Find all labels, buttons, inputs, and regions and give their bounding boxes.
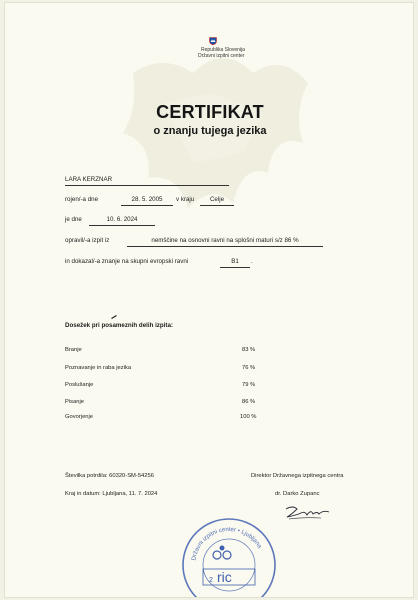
result-value: 86 % xyxy=(242,399,256,405)
place-and-date: Kraj in datum: Ljubljana, 11. 7. 2024 xyxy=(65,491,158,497)
certificate-subtitle: o znanju tujega jezika xyxy=(153,125,267,137)
result-value: 79 % xyxy=(242,382,256,388)
cefr-level: B1 xyxy=(231,258,239,265)
result-value: 100 % xyxy=(240,414,257,420)
stamp-logo-text: ric xyxy=(217,569,232,585)
result-name: Pisanje xyxy=(65,399,85,405)
pen-mark xyxy=(111,315,117,319)
svg-text:Državni izpitni center • Ljubl xyxy=(191,527,262,561)
certificate-number: Številka potrdila: 60320-SM-54256 xyxy=(65,473,154,479)
level-prefix: in dokazal/-a znanje na skupni evropski ravni xyxy=(65,258,189,265)
born-place: Celje xyxy=(209,196,225,203)
stamp-logo-prefix: 2 xyxy=(209,577,213,584)
result-name: Poslušanje xyxy=(65,382,94,388)
born-date-underline xyxy=(121,205,173,206)
certificate-page xyxy=(4,2,414,598)
born-date: 28. 5. 2005 xyxy=(131,196,163,203)
exam-date-underline xyxy=(89,225,155,226)
born-place-underline xyxy=(200,205,234,206)
background-emblem-watermark xyxy=(93,33,343,263)
level-underline xyxy=(220,267,250,268)
slovenia-coat-of-arms-icon xyxy=(209,37,217,45)
stamp-ring-text: Državni izpitni center • Ljubljana xyxy=(191,526,263,562)
name-underline xyxy=(65,185,229,186)
on-date-prefix: je dne xyxy=(65,216,82,223)
official-stamp xyxy=(179,515,279,598)
born-place-prefix: v kraju xyxy=(176,196,195,203)
director-title: Direktor Državnega izpitnega centra xyxy=(251,473,344,479)
result-name: Govorjenje xyxy=(65,414,94,420)
exam-underline xyxy=(127,246,323,247)
result-name: Branje xyxy=(65,347,82,353)
director-signature xyxy=(283,503,333,521)
director-name: dr. Darko Zupanc xyxy=(275,491,320,497)
institution-line-1: Republika Slovenija xyxy=(201,47,245,53)
exam-prefix: opravil/-a izpit iz xyxy=(65,237,110,244)
level-suffix: . xyxy=(251,258,253,265)
result-value: 83 % xyxy=(242,347,256,353)
born-prefix: rojen/-a dne xyxy=(65,196,99,203)
results-heading: Dosežek pri posameznih delih izpita: xyxy=(65,322,173,329)
holder-name: LARA KERZNAR xyxy=(65,176,113,183)
exam-description: nemščine na osnovni ravni na splošni maturi s/z 86 % xyxy=(151,237,299,244)
result-name: Poznavanje in raba jezika xyxy=(65,365,132,371)
exam-date: 10. 6. 2024 xyxy=(106,216,138,223)
result-value: 76 % xyxy=(242,365,256,371)
institution-line-2: Državni izpitni center xyxy=(198,53,245,59)
certificate-title: CERTIFIKAT xyxy=(156,102,264,122)
